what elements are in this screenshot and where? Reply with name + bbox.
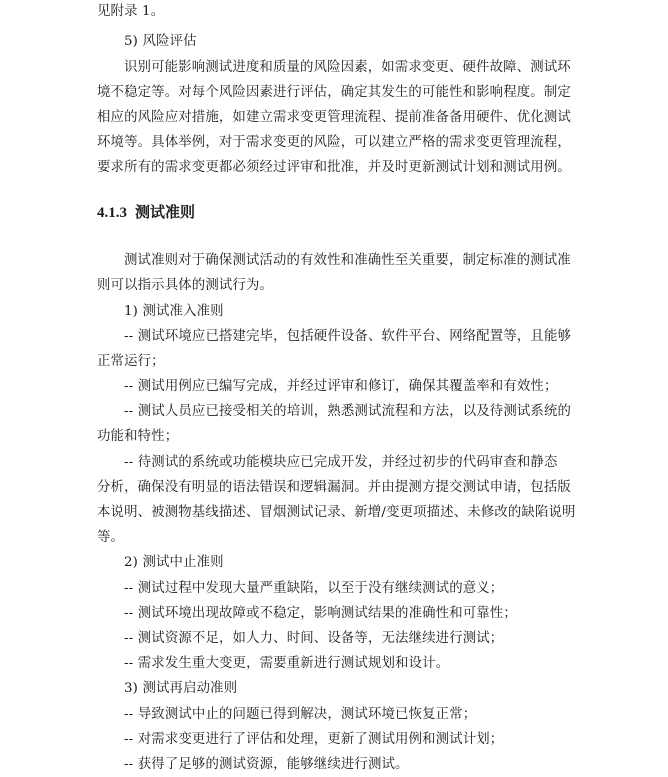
- list-heading-suspend: 2) 测试中止准则: [124, 555, 224, 570]
- text-line: 相应的风险应对措施，如建立需求变更管理流程、提前准备备用硬件、优化测试: [97, 110, 571, 125]
- section-heading: [97, 202, 195, 223]
- text-line: -- 测试环境出现故障或不稳定，影响测试结果的准确性和可靠性；: [124, 606, 517, 621]
- text-line: 功能和特性；: [97, 429, 179, 444]
- text-line: -- 测试用例应已编写完成，并经过评审和修订，确保其覆盖率和有效性；: [124, 379, 558, 394]
- text-line: 识别可能影响测试进度和质量的风险因素，如需求变更、硬件故障、测试环: [124, 60, 571, 75]
- text-line: 则可以指示具体的测试行为。: [97, 278, 274, 293]
- list-heading-entry: 1) 测试准入准则: [124, 304, 224, 319]
- list-heading-restart: 3) 测试再启动准则: [124, 681, 238, 696]
- text-line: -- 测试环境应已搭建完毕，包括硬件设备、软件平台、网络配置等，且能够: [124, 329, 572, 344]
- text-line: -- 测试人员应已接受相关的培训，熟悉测试流程和方法，以及待测试系统的: [124, 404, 572, 419]
- text-line: -- 需求发生重大变更，需要重新进行测试规划和设计。: [124, 656, 450, 671]
- section-number: 4.1.3: [97, 205, 127, 221]
- list-heading-risk: 5) 风险评估: [124, 34, 197, 49]
- section-title: 测试准则: [135, 203, 196, 221]
- text-line: -- 待测试的系统或功能模块应已完成开发，并经过初步的代码审查和静态: [124, 455, 558, 470]
- text-line: 等。: [97, 530, 125, 545]
- text-line: -- 导致测试中止的问题已得到解决，测试环境已恢复正常；: [124, 707, 477, 722]
- text-line: -- 对需求变更进行了评估和处理，更新了测试用例和测试计划；: [124, 732, 504, 747]
- text-line: 境不稳定等。对每个风险因素进行评估，确定其发生的可能性和影响程度。制定: [97, 85, 571, 100]
- text-line: 测试准则对于确保测试活动的有效性和准确性至关重要，制定标准的测试准: [124, 253, 571, 268]
- text-line: 分析，确保没有明显的语法错误和逻辑漏洞。并由提测方提交测试申请，包括版: [97, 480, 571, 495]
- text-line: -- 测试资源不足，如人力、时间、设备等，无法继续进行测试；: [124, 631, 504, 646]
- text-line: 要求所有的需求变更都必须经过评审和批准，并及时更新测试计划和测试用例。: [97, 160, 571, 175]
- text-line: 环境等。具体举例，对于需求变更的风险，可以建立严格的需求变更管理流程，: [97, 135, 571, 150]
- text-line: 本说明、被测物基线描述、冒烟测试记录、新增/变更项描述、未修改的缺陷说明: [97, 505, 576, 520]
- text-line: 见附录 1。: [97, 4, 165, 19]
- text-line: -- 测试过程中发现大量严重缺陷，以至于没有继续测试的意义；: [124, 581, 504, 596]
- text-line: 正常运行；: [97, 354, 165, 369]
- text-line: -- 获得了足够的测试资源，能够继续进行测试。: [124, 757, 409, 772]
